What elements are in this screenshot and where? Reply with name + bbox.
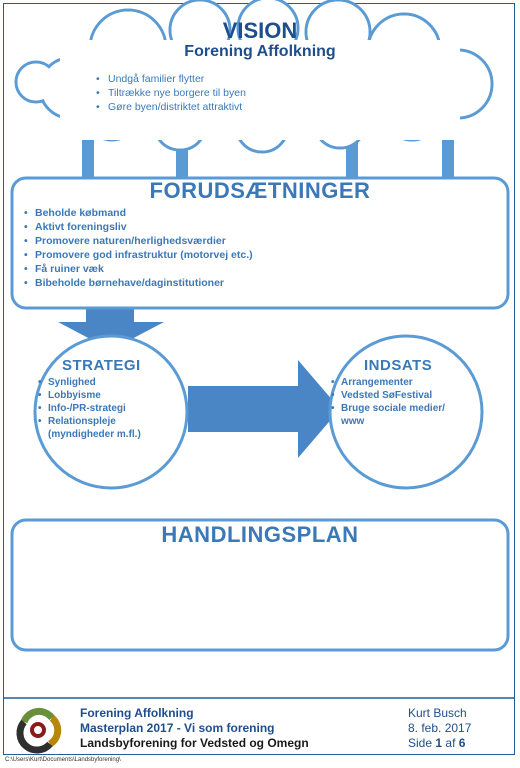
page-number: 1 <box>435 736 443 750</box>
strategi-item-continuation: (myndigheder m.fl.) <box>48 429 141 440</box>
forudsaetninger-item: • Aktivt foreningsliv <box>24 220 253 234</box>
strategi-item: • Info-/PR-strategi <box>38 402 141 415</box>
strategi-title: STRATEGI <box>62 357 141 374</box>
strategi-item: • Relationspleje <box>38 415 141 428</box>
vision-list <box>96 72 246 114</box>
page-total: 6 <box>458 736 466 750</box>
strategi-list <box>38 376 141 441</box>
forudsaetninger-list <box>24 206 253 290</box>
handlingsplan-title: HANDLINGSPLAN <box>161 522 359 547</box>
strategi-item: • Lobbyisme <box>38 389 141 402</box>
footer-author: Kurt Busch <box>408 706 467 720</box>
vision-item: • Tiltrække nye borgere til byen <box>96 86 246 100</box>
page-of: af <box>445 736 456 750</box>
indsats-item: • Vedsted SøFestival <box>331 389 445 402</box>
footer-meta <box>408 706 471 751</box>
indsats-item: • Bruge sociale medier/ <box>331 402 445 415</box>
footer-association: Landsbyforening for Vedsted og Omegn <box>80 736 309 750</box>
forudsaetninger-item: • Bibeholde børnehave/daginstitutioner <box>24 276 253 290</box>
page-label: Side <box>408 736 433 750</box>
right-arrow <box>188 360 340 458</box>
vision-item: • Undgå familier flytter <box>96 72 246 86</box>
footer-plan: Masterplan 2017 - Vi som forening <box>80 721 275 735</box>
vision-item: • Gøre byen/distriktet attraktivt <box>96 100 246 114</box>
strategi-item: • Synlighed <box>38 376 141 389</box>
forudsaetninger-item: • Få ruiner væk <box>24 262 253 276</box>
indsats-list <box>331 376 445 428</box>
vision-subtitle: Forening Affolkning <box>184 43 336 60</box>
footer-info <box>80 706 309 751</box>
file-path: C:\Users\Kurt\Documents\Landsbyforening\ <box>5 757 121 763</box>
vision-title: VISION <box>222 18 298 43</box>
footer-page <box>408 736 471 751</box>
association-logo <box>20 711 58 750</box>
footer-org: Forening Affolkning <box>80 706 194 720</box>
forudsaetninger-item: • Promovere god infrastruktur (motorvej etc.) <box>24 248 253 262</box>
footer-date: 8. feb. 2017 <box>408 721 472 735</box>
forudsaetninger-item: • Promovere naturen/herlighedsværdier <box>24 234 253 248</box>
indsats-item: • Arrangementer <box>331 376 445 389</box>
indsats-title: INDSATS <box>364 357 433 374</box>
forudsaetninger-item: • Beholde købmand <box>24 206 253 220</box>
forudsaetninger-title: FORUDSÆTNINGER <box>149 178 371 203</box>
indsats-item-continuation: www <box>341 416 365 427</box>
